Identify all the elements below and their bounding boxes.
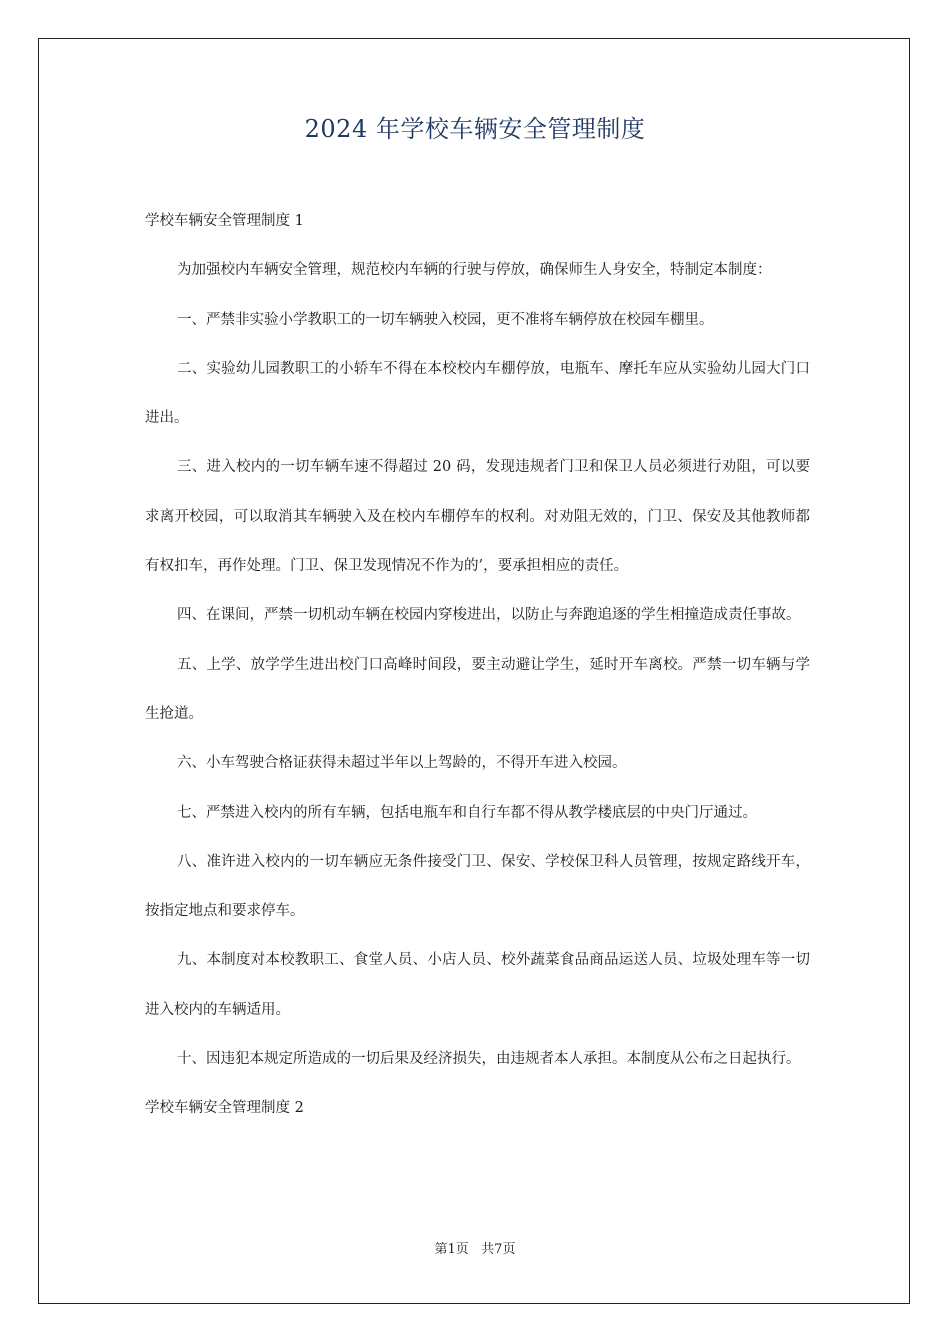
paragraph-rule-3: 三、进入校内的一切车辆车速不得超过 20 码，发现违规者门卫和保卫人员必须进行劝阻，可以要求离开校园，可以取消其车辆驶入及在校内车棚停车的权利。对劝阻无效的，门卫、保安及其他教师都有权扣车，再作处理。门卫、保卫发现情况不作为的’，要承担相应的责任。 — [145, 459, 810, 575]
paragraph-rule-8: 八、准许进入校内的一切车辆应无条件接受门卫、保安、学校保卫科人员管理，按规定路线开车，按指定地点和要求停车。 — [145, 853, 810, 920]
document-title: 2024 年学校车辆安全管理制度 — [304, 115, 646, 143]
paragraph-rule-6: 六、小车驾驶合格证获得未超过半年以上驾龄的，不得开车进入校园。 — [177, 755, 627, 772]
paragraph-rule-2: 二、实验幼儿园教职工的小轿车不得在本校校内车棚停放，电瓶车、摩托车应从实验幼儿园大门口进出。 — [145, 360, 810, 427]
paragraph-rule-9: 九、本制度对本校教职工、食堂人员、小店人员、校外蔬菜食品商品运送人员、垃圾处理车等一切进入校内的车辆适用。 — [145, 952, 810, 1018]
page-number-footer: 第1页 共7页 — [434, 1242, 516, 1257]
paragraph-rule-4: 四、在课间，严禁一切机动车辆在校园内穿梭进出，以防止与奔跑追逐的学生相撞造成责任事故。 — [177, 607, 801, 624]
paragraph-rule-1: 一、严禁非实验小学教职工的一切车辆驶入校园，更不准将车辆停放在校园车棚里。 — [177, 311, 714, 328]
document-body — [145, 197, 810, 1134]
paragraph-rule-7: 七、严禁进入校内的所有车辆，包括电瓶车和自行车都不得从教学楼底层的中央门厅通过。 — [177, 804, 757, 821]
section-heading-2: 学校车辆安全管理制度 2 — [145, 1100, 304, 1117]
section-heading-1: 学校车辆安全管理制度 1 — [145, 213, 304, 229]
paragraph-intro: 为加强校内车辆安全管理，规范校内车辆的行驶与停放，确保师生人身安全，特制定本制度： — [177, 262, 772, 279]
paragraph-rule-5: 五、上学、放学学生进出校门口高峰时间段，要主动避让学生，延时开车离校。严禁一切车辆与学生抢道。 — [145, 656, 810, 722]
paragraph-rule-10: 十、因违犯本规定所造成的一切后果及经济损失，由违规者本人承担。本制度从公布之日起执行。 — [177, 1051, 801, 1068]
